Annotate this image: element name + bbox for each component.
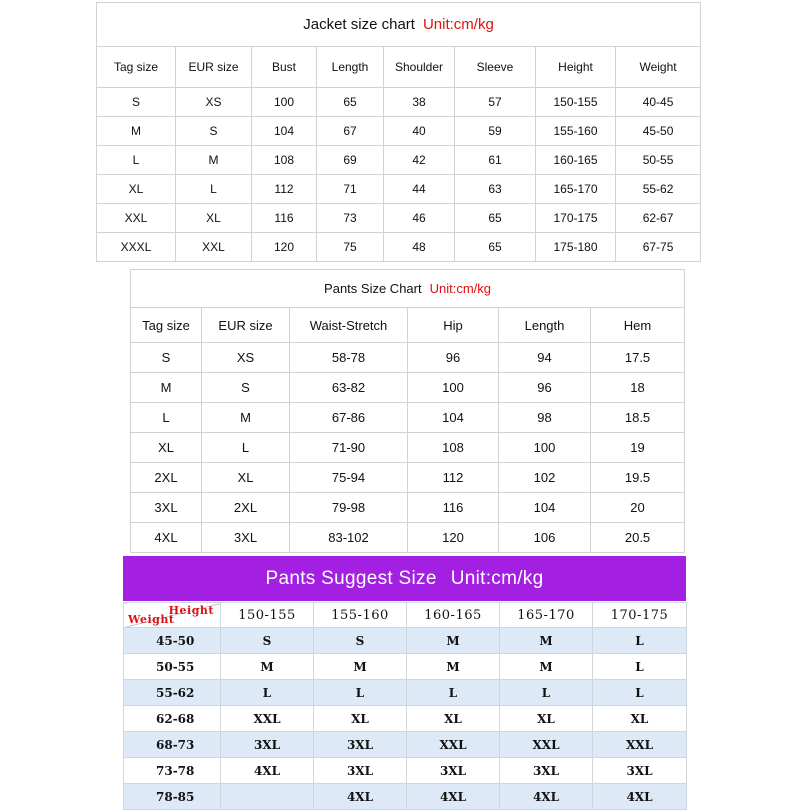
pants-size-cell: XS [202, 343, 290, 373]
pants-header-cell: EUR size [202, 308, 290, 343]
pants-size-cell: XL [131, 433, 202, 463]
suggested-size-cell: 4XL [500, 784, 593, 810]
jacket-size-cell: XL [176, 204, 252, 233]
pants-size-cell: 116 [408, 493, 499, 523]
pants-header-row [131, 308, 685, 343]
pants-size-cell: 75-94 [290, 463, 408, 493]
suggested-size-cell: XXL [407, 732, 500, 758]
jacket-size-cell: 165-170 [536, 175, 616, 204]
pants-size-cell: M [131, 373, 202, 403]
pants-chart-title: Pants Size Chart [324, 281, 422, 296]
jacket-size-cell: 116 [252, 204, 317, 233]
pants-size-row [131, 493, 685, 523]
pants-header-cell: Waist-Stretch [290, 308, 408, 343]
pants-size-cell: 20 [591, 493, 685, 523]
jacket-chart-title-cell [97, 3, 701, 47]
pants-size-cell: 102 [499, 463, 591, 493]
pants-size-cell: 18.5 [591, 403, 685, 433]
jacket-header-cell: Weight [616, 47, 701, 88]
suggested-size-cell: 3XL [221, 732, 314, 758]
jacket-size-cell: XS [176, 88, 252, 117]
suggested-size-cell: S [221, 628, 314, 654]
weight-range-cell: 78-85 [124, 784, 221, 810]
jacket-size-cell: XL [97, 175, 176, 204]
jacket-size-cell: 59 [455, 117, 536, 146]
pants-size-cell: 83-102 [290, 523, 408, 553]
jacket-size-cell: 160-165 [536, 146, 616, 175]
jacket-size-cell: 175-180 [536, 233, 616, 262]
pants-size-cell: 104 [499, 493, 591, 523]
jacket-size-cell: M [176, 146, 252, 175]
jacket-size-row [97, 146, 701, 175]
suggested-size-cell: 3XL [314, 758, 407, 784]
jacket-size-cell: 73 [317, 204, 384, 233]
suggest-size-row [124, 732, 687, 758]
suggest-size-row [124, 654, 687, 680]
jacket-size-row [97, 175, 701, 204]
suggested-size-cell: M [500, 654, 593, 680]
jacket-size-cell: 69 [317, 146, 384, 175]
suggest-size-row [124, 706, 687, 732]
pants-size-cell: XL [202, 463, 290, 493]
jacket-size-cell: 71 [317, 175, 384, 204]
suggested-size-cell: XXL [500, 732, 593, 758]
suggested-size-cell: XL [593, 706, 687, 732]
jacket-size-cell: 120 [252, 233, 317, 262]
suggested-size-cell: L [593, 654, 687, 680]
jacket-size-row [97, 233, 701, 262]
pants-size-cell: 98 [499, 403, 591, 433]
jacket-size-cell: L [176, 175, 252, 204]
suggested-size-cell: M [221, 654, 314, 680]
pants-size-cell: 4XL [131, 523, 202, 553]
jacket-size-cell: 75 [317, 233, 384, 262]
pants-size-cell: 2XL [202, 493, 290, 523]
jacket-size-cell: 155-160 [536, 117, 616, 146]
suggest-table-body [124, 628, 687, 810]
jacket-size-cell: 57 [455, 88, 536, 117]
height-range-header: 160-165 [407, 603, 500, 628]
pants-size-cell: S [131, 343, 202, 373]
suggest-size-row [124, 784, 687, 810]
jacket-size-cell: XXXL [97, 233, 176, 262]
pants-size-cell: 71-90 [290, 433, 408, 463]
pants-size-cell: 63-82 [290, 373, 408, 403]
jacket-chart-title: Jacket size chart [303, 16, 415, 33]
pants-size-cell: L [131, 403, 202, 433]
jacket-size-cell: 67-75 [616, 233, 701, 262]
jacket-size-cell: 45-50 [616, 117, 701, 146]
jacket-size-cell: 104 [252, 117, 317, 146]
jacket-size-cell: 38 [384, 88, 455, 117]
weight-range-cell: 62-68 [124, 706, 221, 732]
jacket-header-cell: Bust [252, 47, 317, 88]
jacket-size-row [97, 204, 701, 233]
suggested-size-cell: 4XL [314, 784, 407, 810]
pants-size-cell: 2XL [131, 463, 202, 493]
jacket-size-cell: XXL [176, 233, 252, 262]
weight-range-cell: 55-62 [124, 680, 221, 706]
suggest-size-row [124, 680, 687, 706]
suggested-size-cell: L [314, 680, 407, 706]
jacket-header-cell: Tag size [97, 47, 176, 88]
pants-size-row [131, 433, 685, 463]
suggested-size-cell [221, 784, 314, 810]
pants-size-cell: 19.5 [591, 463, 685, 493]
suggested-size-cell: XL [407, 706, 500, 732]
pants-size-cell: 3XL [202, 523, 290, 553]
jacket-size-cell: L [97, 146, 176, 175]
pants-size-cell: 20.5 [591, 523, 685, 553]
height-range-header: 155-160 [314, 603, 407, 628]
pants-size-cell: 67-86 [290, 403, 408, 433]
pants-size-cell: 17.5 [591, 343, 685, 373]
suggested-size-cell: L [221, 680, 314, 706]
jacket-header-cell: Length [317, 47, 384, 88]
jacket-size-cell: 67 [317, 117, 384, 146]
pants-size-cell: 106 [499, 523, 591, 553]
suggested-size-cell: XL [500, 706, 593, 732]
pants-size-cell: 94 [499, 343, 591, 373]
suggested-size-cell: L [500, 680, 593, 706]
jacket-size-cell: 112 [252, 175, 317, 204]
jacket-header-cell: Sleeve [455, 47, 536, 88]
jacket-size-cell: 50-55 [616, 146, 701, 175]
jacket-chart-unit: Unit:cm/kg [422, 16, 494, 33]
jacket-header-cell: Height [536, 47, 616, 88]
suggested-size-cell: 4XL [593, 784, 687, 810]
jacket-size-cell: 44 [384, 175, 455, 204]
jacket-size-cell: M [97, 117, 176, 146]
pants-size-cell: M [202, 403, 290, 433]
weight-range-cell: 73-78 [124, 758, 221, 784]
corner-height-label: Height [168, 604, 214, 617]
jacket-size-cell: 48 [384, 233, 455, 262]
pants-chart-title-cell [131, 270, 685, 308]
suggested-size-cell: 3XL [314, 732, 407, 758]
jacket-size-cell: 150-155 [536, 88, 616, 117]
pants-chart-unit: Unit:cm/kg [429, 281, 491, 296]
jacket-size-cell: 65 [455, 233, 536, 262]
pants-size-row [131, 343, 685, 373]
suggest-chart-unit: Unit:cm/kg [450, 568, 544, 589]
jacket-header-cell: EUR size [176, 47, 252, 88]
jacket-size-cell: 55-62 [616, 175, 701, 204]
height-weight-corner-cell [124, 603, 221, 628]
pants-size-cell: 104 [408, 403, 499, 433]
jacket-size-cell: 170-175 [536, 204, 616, 233]
height-range-header: 165-170 [500, 603, 593, 628]
suggest-size-row [124, 758, 687, 784]
pants-size-chart [130, 269, 685, 553]
corner-weight-label: Weight [128, 613, 175, 626]
suggested-size-cell: XXL [221, 706, 314, 732]
pants-size-cell: 96 [408, 343, 499, 373]
suggest-chart-banner [123, 556, 686, 601]
jacket-size-cell: 61 [455, 146, 536, 175]
pants-size-cell: 100 [408, 373, 499, 403]
pants-size-cell: 96 [499, 373, 591, 403]
suggested-size-cell: M [314, 654, 407, 680]
pants-size-row [131, 403, 685, 433]
jacket-size-cell: 108 [252, 146, 317, 175]
jacket-header-row [97, 47, 701, 88]
pants-size-cell: 100 [499, 433, 591, 463]
pants-size-cell: 3XL [131, 493, 202, 523]
jacket-size-cell: 46 [384, 204, 455, 233]
suggested-size-cell: M [407, 628, 500, 654]
jacket-size-cell: S [97, 88, 176, 117]
jacket-size-row [97, 117, 701, 146]
jacket-size-cell: 40-45 [616, 88, 701, 117]
jacket-size-row [97, 88, 701, 117]
pants-header-cell: Hem [591, 308, 685, 343]
suggested-size-cell: 4XL [407, 784, 500, 810]
jacket-size-cell: 65 [455, 204, 536, 233]
jacket-size-cell: 65 [317, 88, 384, 117]
jacket-size-cell: XXL [97, 204, 176, 233]
pants-size-cell: 58-78 [290, 343, 408, 373]
suggested-size-cell: L [407, 680, 500, 706]
jacket-size-cell: 40 [384, 117, 455, 146]
suggested-size-cell: XL [314, 706, 407, 732]
suggest-size-row [124, 628, 687, 654]
pants-size-cell: 112 [408, 463, 499, 493]
weight-range-cell: 68-73 [124, 732, 221, 758]
height-range-header: 150-155 [221, 603, 314, 628]
jacket-size-chart [96, 2, 701, 262]
jacket-header-cell: Shoulder [384, 47, 455, 88]
suggested-size-cell: M [407, 654, 500, 680]
pants-size-row [131, 373, 685, 403]
pants-size-cell: 120 [408, 523, 499, 553]
pants-size-cell: 79-98 [290, 493, 408, 523]
suggested-size-cell: XXL [593, 732, 687, 758]
suggest-chart-title: Pants Suggest Size [265, 568, 437, 589]
jacket-size-cell: 42 [384, 146, 455, 175]
suggested-size-cell: 3XL [500, 758, 593, 784]
jacket-size-cell: 63 [455, 175, 536, 204]
suggested-size-cell: 3XL [593, 758, 687, 784]
suggest-header-row [124, 603, 687, 628]
suggested-size-cell: 3XL [407, 758, 500, 784]
suggested-size-cell: L [593, 680, 687, 706]
pants-header-cell: Tag size [131, 308, 202, 343]
weight-range-cell: 50-55 [124, 654, 221, 680]
pants-size-cell: 19 [591, 433, 685, 463]
pants-suggest-size-chart [123, 602, 687, 810]
jacket-table-body [97, 88, 701, 262]
jacket-size-cell: 62-67 [616, 204, 701, 233]
pants-size-cell: 18 [591, 373, 685, 403]
jacket-size-cell: 100 [252, 88, 317, 117]
suggested-size-cell: M [500, 628, 593, 654]
suggested-size-cell: S [314, 628, 407, 654]
suggested-size-cell: 4XL [221, 758, 314, 784]
jacket-size-cell: S [176, 117, 252, 146]
pants-header-cell: Hip [408, 308, 499, 343]
pants-size-cell: L [202, 433, 290, 463]
height-range-header: 170-175 [593, 603, 687, 628]
pants-size-cell: 108 [408, 433, 499, 463]
weight-range-cell: 45-50 [124, 628, 221, 654]
pants-size-cell: S [202, 373, 290, 403]
pants-size-row [131, 523, 685, 553]
pants-size-row [131, 463, 685, 493]
suggested-size-cell: L [593, 628, 687, 654]
pants-table-body [131, 343, 685, 553]
pants-header-cell: Length [499, 308, 591, 343]
